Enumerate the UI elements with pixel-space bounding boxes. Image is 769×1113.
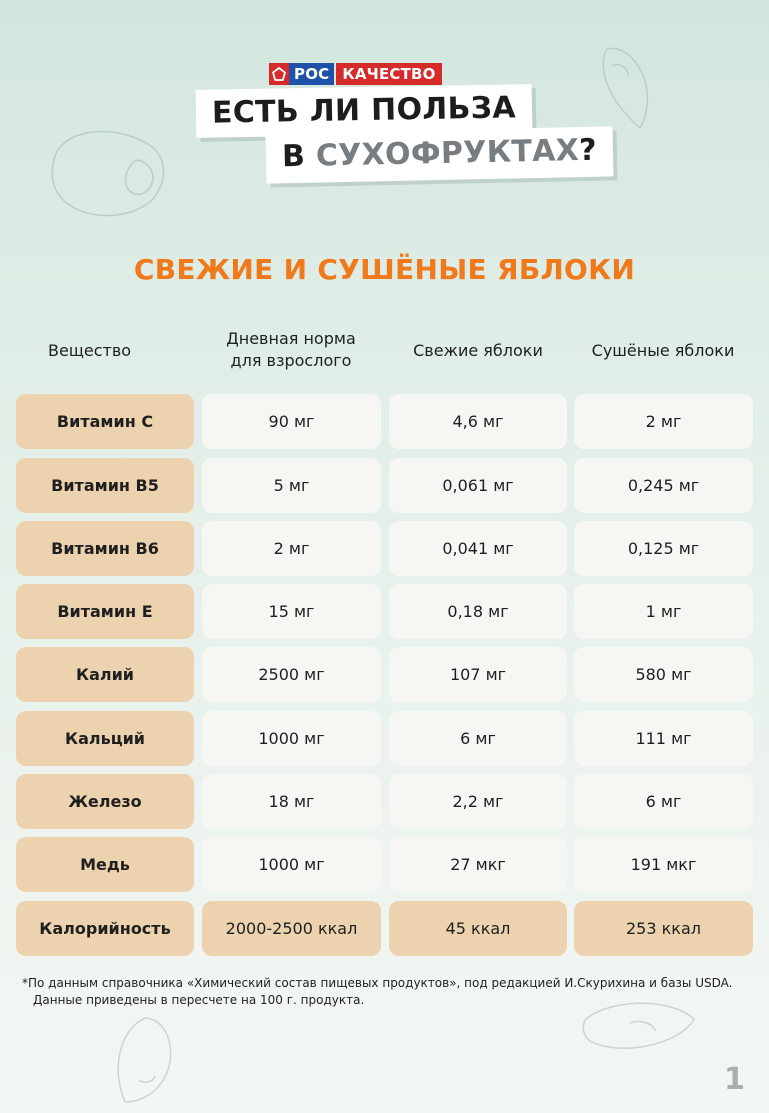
dried-apples-cell: 191 мкг bbox=[574, 837, 753, 892]
fresh-apples-cell: 0,18 мг bbox=[389, 584, 567, 639]
substance-cell: Кальций bbox=[16, 711, 194, 766]
column-header-substance: Вещество bbox=[48, 341, 132, 360]
pentagon-icon bbox=[269, 63, 289, 85]
substance-cell: Витамин B5 bbox=[16, 458, 194, 513]
column-header-fresh: Свежие яблоки bbox=[413, 341, 543, 360]
title-line2-prefix: В bbox=[281, 138, 317, 175]
dried-apples-cell: 6 мг bbox=[574, 774, 753, 829]
apple-slice-illustration bbox=[588, 40, 668, 140]
dried-apples-cell: 0,125 мг bbox=[574, 521, 753, 576]
column-header-daily-norm bbox=[200, 328, 382, 372]
table-row-calories bbox=[16, 901, 753, 956]
daily-norm-cell: 1000 мг bbox=[202, 711, 381, 766]
table-row bbox=[16, 774, 753, 829]
section-title: СВЕЖИЕ И СУШЁНЫЕ ЯБЛОКИ bbox=[133, 253, 636, 286]
daily-norm-cell: 2 мг bbox=[202, 521, 381, 576]
daily-norm-cell: 90 мг bbox=[202, 394, 381, 449]
dried-apples-cell: 2 мг bbox=[574, 394, 753, 449]
table-row bbox=[16, 647, 753, 702]
dried-apples-cell: 253 ккал bbox=[574, 901, 753, 956]
fresh-apples-cell: 4,6 мг bbox=[389, 394, 567, 449]
substance-cell: Витамин B6 bbox=[16, 521, 194, 576]
dried-apples-cell: 111 мг bbox=[574, 711, 753, 766]
roskachestvo-logo bbox=[269, 63, 442, 85]
fresh-apples-cell: 6 мг bbox=[389, 711, 567, 766]
dried-apples-cell: 0,245 мг bbox=[574, 458, 753, 513]
column-header-daily-norm-line2: для взрослого bbox=[230, 351, 352, 370]
daily-norm-cell: 5 мг bbox=[202, 458, 381, 513]
fresh-apples-cell: 2,2 мг bbox=[389, 774, 567, 829]
table-row bbox=[16, 521, 753, 576]
daily-norm-cell: 15 мг bbox=[202, 584, 381, 639]
table-row bbox=[16, 584, 753, 639]
table-row bbox=[16, 837, 753, 892]
table-row bbox=[16, 394, 753, 449]
daily-norm-cell: 2000-2500 ккал bbox=[202, 901, 381, 956]
daily-norm-cell: 2500 мг bbox=[202, 647, 381, 702]
logo-ros-text: РОС bbox=[289, 63, 334, 85]
apple-slice-illustration bbox=[105, 1010, 185, 1110]
column-header-dried: Сушёные яблоки bbox=[591, 341, 735, 360]
substance-cell: Калий bbox=[16, 647, 194, 702]
table-row bbox=[16, 711, 753, 766]
substance-cell: Калорийность bbox=[16, 901, 194, 956]
apple-slice-illustration bbox=[40, 120, 180, 230]
page-title-line2 bbox=[266, 126, 614, 183]
fresh-apples-cell: 107 мг bbox=[389, 647, 567, 702]
daily-norm-cell: 1000 мг bbox=[202, 837, 381, 892]
substance-cell: Витамин С bbox=[16, 394, 194, 449]
fresh-apples-cell: 45 ккал bbox=[389, 901, 567, 956]
substance-cell: Медь bbox=[16, 837, 194, 892]
footnote-line2: Данные приведены в пересчете на 100 г. продукта. bbox=[33, 993, 365, 1007]
footnote-line1: *По данным справочника «Химический состав пищевых продуктов», под редакцией И.Скурихина и базы USDA. bbox=[22, 976, 733, 990]
footnote bbox=[22, 975, 752, 1009]
substance-cell: Железо bbox=[16, 774, 194, 829]
fresh-apples-cell: 27 мкг bbox=[389, 837, 567, 892]
table-row bbox=[16, 458, 753, 513]
dried-apples-cell: 1 мг bbox=[574, 584, 753, 639]
column-header-daily-norm-line1: Дневная норма bbox=[226, 329, 356, 348]
title-line2-highlight: СУХОФРУКТАХ bbox=[315, 133, 580, 174]
page-number: 1 bbox=[724, 1062, 745, 1097]
fresh-apples-cell: 0,061 мг bbox=[389, 458, 567, 513]
daily-norm-cell: 18 мг bbox=[202, 774, 381, 829]
page-title-line1: ЕСТЬ ЛИ ПОЛЬЗА bbox=[196, 84, 533, 138]
logo-kachestvo-text: КАЧЕСТВО bbox=[336, 63, 441, 85]
dried-apples-cell: 580 мг bbox=[574, 647, 753, 702]
title-line2-suffix: ? bbox=[578, 132, 598, 169]
substance-cell: Витамин Е bbox=[16, 584, 194, 639]
fresh-apples-cell: 0,041 мг bbox=[389, 521, 567, 576]
